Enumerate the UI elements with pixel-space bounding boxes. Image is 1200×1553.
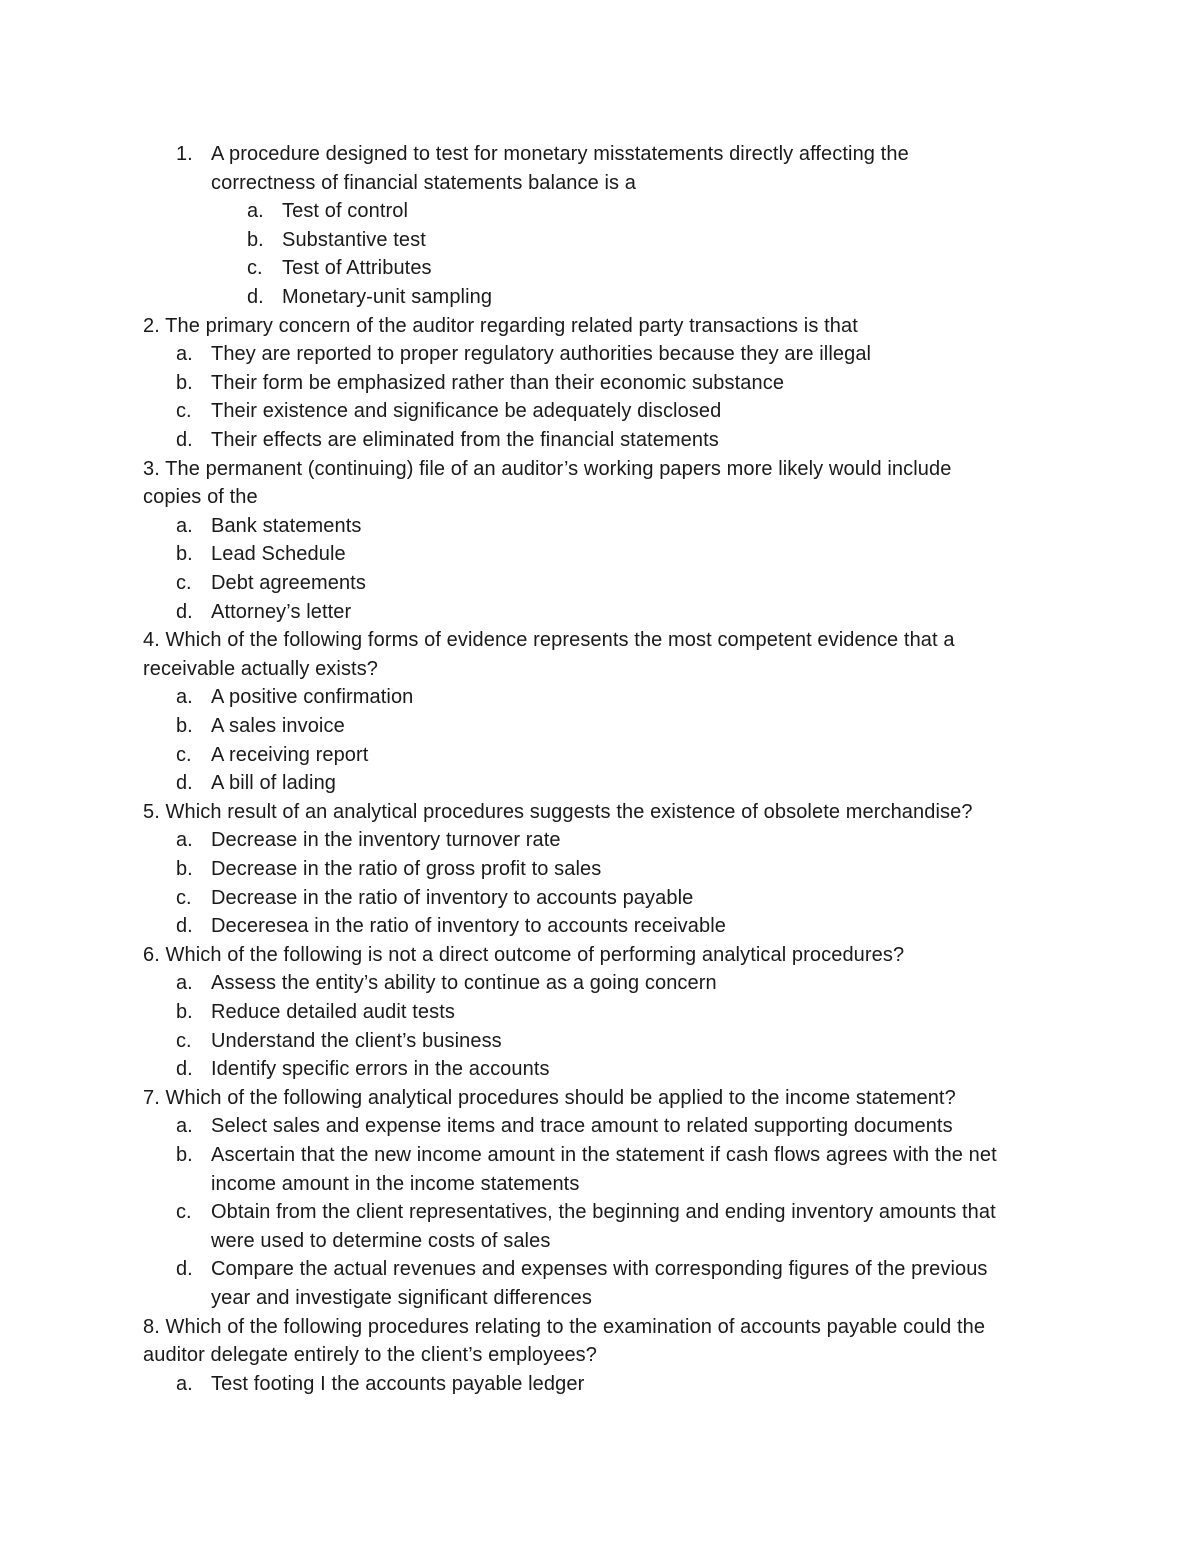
option-text: Their form be emphasized rather than their economic substance: [211, 371, 785, 394]
option-letter: a.: [176, 829, 193, 852]
option-text: Test footing I the accounts payable ledger: [211, 1372, 585, 1395]
option-text: Deceresea in the ratio of inventory to accounts receivable: [211, 915, 726, 938]
question-text: 5. Which result of an analytical procedures suggests the existence of obsolete merchandise?: [143, 800, 973, 823]
option-letter: c.: [176, 886, 192, 909]
option-letter: a.: [176, 686, 193, 709]
option-text: Lead Schedule: [211, 543, 346, 566]
option-text: Decrease in the ratio of inventory to accounts payable: [211, 886, 694, 909]
option-text: Their effects are eliminated from the financial statements: [211, 429, 719, 451]
option-text: A sales invoice: [211, 715, 345, 737]
option-text: Debt agreements: [211, 572, 366, 594]
option-letter: c.: [176, 572, 192, 594]
option-letter: c.: [176, 1029, 192, 1052]
option-letter: b.: [247, 228, 264, 251]
question-text: auditor delegate entirely to the client’s employees?: [143, 1344, 597, 1367]
option-letter: c.: [176, 743, 192, 766]
option-letter: a.: [247, 200, 264, 223]
option-text: Bank statements: [211, 514, 362, 537]
option-text: income amount in the income statements: [211, 1172, 580, 1195]
option-letter: d.: [176, 1058, 193, 1081]
question-number: 1.: [176, 143, 193, 165]
option-text: A receiving report: [211, 743, 369, 766]
option-letter: b.: [176, 1144, 193, 1166]
option-text: Substantive test: [282, 228, 426, 251]
question-text: copies of the: [143, 486, 258, 509]
option-letter: b.: [176, 371, 193, 394]
option-text: Obtain from the client representatives, the beginning and ending inventory amounts that: [211, 1201, 996, 1224]
option-letter: b.: [176, 1001, 193, 1023]
option-letter: a.: [176, 514, 193, 537]
option-text: They are reported to proper regulatory authorities because they are illegal: [211, 343, 872, 366]
option-letter: d.: [247, 286, 264, 308]
question-text: 4. Which of the following forms of evidence represents the most competent evidence that a: [143, 629, 955, 652]
option-text: Decrease in the ratio of gross profit to sales: [211, 858, 602, 880]
option-text: year and investigate significant differences: [211, 1287, 592, 1309]
option-text: Monetary-unit sampling: [282, 286, 493, 308]
option-text: Test of Attributes: [282, 257, 432, 280]
option-letter: c.: [176, 400, 192, 423]
option-letter: d.: [176, 1258, 193, 1281]
question-text: A procedure designed to test for monetary misstatements directly affecting the: [211, 143, 909, 165]
option-text: were used to determine costs of sales: [211, 1229, 551, 1252]
option-letter: a.: [176, 343, 193, 366]
option-letter: b.: [176, 543, 193, 566]
option-text: Their existence and significance be adequately disclosed: [211, 400, 722, 423]
option-text: Reduce detailed audit tests: [211, 1001, 455, 1023]
option-letter: d.: [176, 772, 193, 795]
option-letter: b.: [176, 715, 193, 737]
option-text: Select sales and expense items and trace amount to related supporting documents: [211, 1115, 953, 1138]
question-text: 2. The primary concern of the auditor regarding related party transactions is that: [143, 314, 858, 337]
option-text: Compare the actual revenues and expenses with corresponding figures of the previous: [211, 1258, 988, 1281]
question-text: 6. Which of the following is not a direct outcome of performing analytical procedures?: [143, 943, 905, 966]
option-letter: d.: [176, 915, 193, 938]
option-letter: a.: [176, 1115, 193, 1138]
option-text: Ascertain that the new income amount in the statement if cash flows agrees with the net: [211, 1144, 997, 1166]
option-text: Identify specific errors in the accounts: [211, 1058, 550, 1081]
question-text: correctness of financial statements balance is a: [211, 171, 637, 194]
question-text: receivable actually exists?: [143, 657, 379, 680]
option-text: Decrease in the inventory turnover rate: [211, 829, 561, 852]
option-text: A bill of lading: [211, 772, 337, 795]
question-text: 3. The permanent (continuing) file of an auditor’s working papers more likely would include: [143, 457, 952, 480]
question-text: 7. Which of the following analytical procedures should be applied to the income statement?: [143, 1086, 956, 1109]
option-letter: a.: [176, 1372, 193, 1395]
question-text: 8. Which of the following procedures relating to the examination of accounts payable could the: [143, 1315, 986, 1338]
option-letter: d.: [176, 429, 193, 451]
option-letter: c.: [247, 257, 263, 280]
option-letter: b.: [176, 858, 193, 880]
option-letter: d.: [176, 600, 193, 623]
option-text: Assess the entity’s ability to continue as a going concern: [211, 972, 717, 995]
option-text: Attorney’s letter: [211, 600, 352, 623]
option-letter: c.: [176, 1201, 192, 1224]
option-text: A positive confirmation: [211, 686, 414, 709]
option-letter: a.: [176, 972, 193, 995]
option-text: Test of control: [282, 200, 409, 223]
option-text: Understand the client’s business: [211, 1029, 502, 1052]
